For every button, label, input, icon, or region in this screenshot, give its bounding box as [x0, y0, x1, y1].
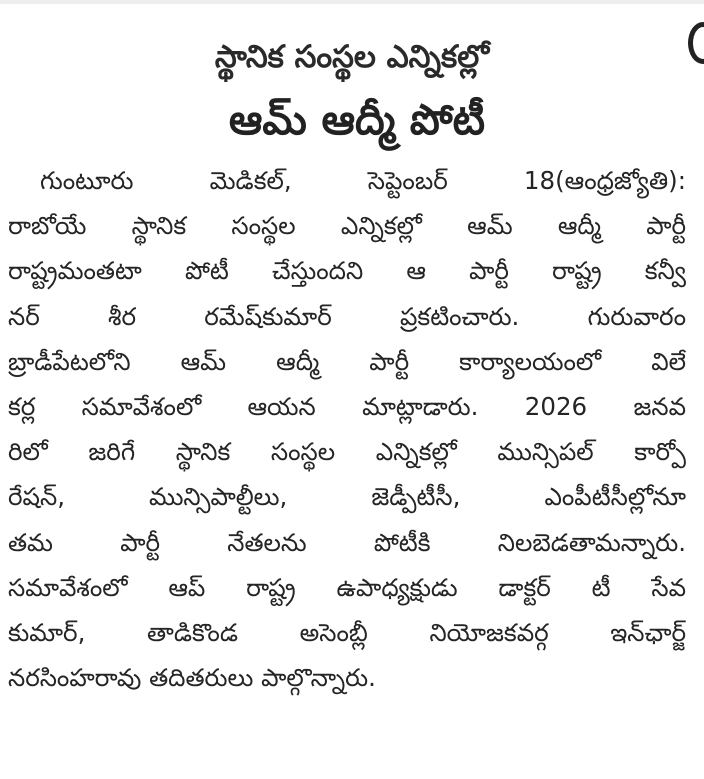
article-body	[8, 158, 686, 700]
body-line: గుంటూరు మెడికల్, సెప్టెంబర్ 18(ఆంధ్రజ్యోతి):	[40, 166, 686, 195]
body-line: రేషన్, మున్సిపాల్టీలు, జెడ్పీటీసీ, ఎంపీటీసీల్లోనూ	[8, 482, 686, 512]
body-line: రాష్ట్రమంతటా పోటీ చేస్తుందని ఆ పార్టీ రాష్ట్ర కన్వీ	[8, 256, 686, 286]
body-line: నరసింహరావు తదితరులు పాల్గొన్నారు.	[8, 663, 376, 693]
body-line: తమ పార్టీ నేతలను పోటీకి నిలబెడతామన్నారు.	[8, 527, 686, 557]
body-line: కుమార్, తాడికొండ అసెంబ్లీ నియోజకవర్గ ఇన్‌ఛార్జ్	[8, 618, 686, 648]
body-line: కర్ల సమావేశంలో ఆయన మాట్లాడారు. 2026 జనవ	[8, 392, 686, 422]
body-line: సమావేశంలో ఆప్ రాష్ట్ర ఉపాధ్యక్షుడు డాక్టర్ టీ సేవ	[8, 572, 686, 602]
body-line: నర్ శీర రమేష్‌కుమార్ ప్రకటించారు. గురువారం	[8, 301, 686, 331]
news-article	[8, 34, 686, 700]
body-line: రాబోయే స్థానిక సంస్థల ఎన్నికల్లో ఆమ్ ఆద్మీ పార్టీ	[8, 211, 686, 241]
cropped-edge-mark	[688, 22, 704, 64]
top-border	[0, 0, 704, 4]
body-line: రిలో జరిగే స్థానిక సంస్థల ఎన్నికల్లో మున్సిపల్ కార్పో	[8, 437, 686, 467]
headline: ఆమ్ ఆద్మీ పోటీ	[228, 95, 486, 144]
headline-kicker: స్థానిక సంస్థల ఎన్నికల్లో	[214, 39, 490, 75]
body-line: బ్రాడీపేటలోని ఆమ్ ఆద్మీ పార్టీ కార్యాలయంలో విలే	[8, 346, 686, 376]
